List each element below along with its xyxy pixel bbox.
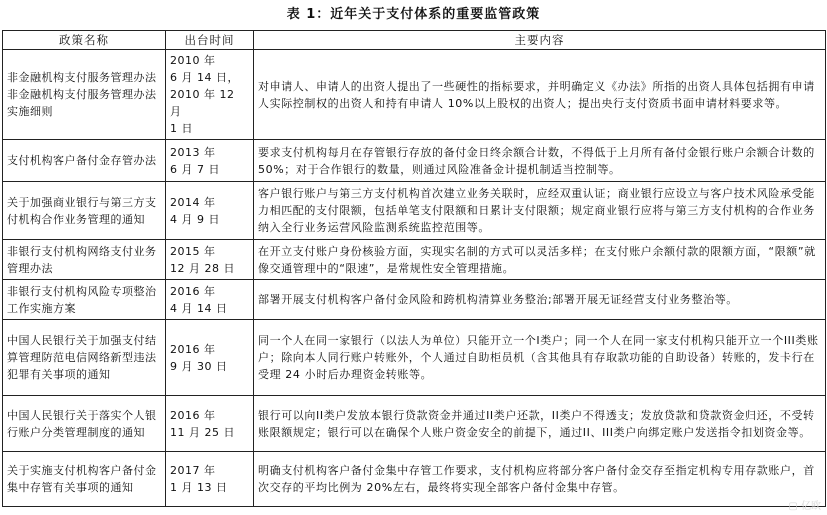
- main-content-cell: 部署开展支付机构客户备付金风险和跨机构清算业务整治;部署开展无证经营支付业务整治等。: [254, 280, 826, 320]
- table-caption: 表 1：近年关于支付体系的重要监管政策: [286, 7, 541, 22]
- table-row: [3, 50, 826, 140]
- policy-name: 中国人民银行关于落实个人银行账户分类管理制度的通知: [7, 408, 157, 439]
- watermark-logo: ▢ 亿欧: [788, 501, 821, 512]
- policy-name: 支付机构客户备付金存管办法: [7, 154, 157, 167]
- main-content-cell: 在开立支付账户身份核验方面，实现实名制的方式可以灵活多样；在支付账户余额付款的限额方面，“限额”就像交通管理中的“限速”，是常规性安全管理措施。: [254, 240, 826, 280]
- issue-date-cell: 2013 年 6 月 7 日: [166, 140, 254, 182]
- main-content-cell: 银行可以向II类户发放本银行贷款资金并通过II类户还款，II类户不得透支；发放贷款和贷款资金归还，不受转账限额规定；银行可以在确保个人账户资金安全的前提下，通过II、III类户向绑定账户发送指令扣划资金等。: [254, 396, 826, 452]
- policy-name-cell: [3, 240, 166, 280]
- policy-name-cell: [3, 452, 166, 507]
- table-row: [3, 396, 826, 452]
- issue-date-cell: 2016 年 11 月 25 日: [166, 396, 254, 452]
- policy-name: 中国人民银行关于加强支付结算管理防范电信网络新型违法犯罪有关事项的通知: [7, 334, 157, 381]
- header-policy-name: 政策名称: [3, 31, 166, 50]
- policy-name: 关于加强商业银行与第三方支付机构合作业务管理的通知: [7, 195, 157, 226]
- policy-name: 非金融机构支付服务管理办法: [7, 71, 157, 84]
- table-row: [3, 182, 826, 240]
- header-main-content: 主要内容: [254, 31, 826, 50]
- policy-table: [2, 30, 826, 507]
- policy-name: 非金融机构支付服务管理办法实施细则: [7, 88, 157, 118]
- table-row: [3, 140, 826, 182]
- issue-date-cell: 2016 年 4 月 14 日: [166, 280, 254, 320]
- table-header-row: [3, 31, 826, 50]
- issue-date-cell: 2014 年 4 月 9 日: [166, 182, 254, 240]
- policy-name-cell: [3, 182, 166, 240]
- issue-date-cell: 2015 年 12 月 28 日: [166, 240, 254, 280]
- table-row: [3, 320, 826, 396]
- main-content-cell: 对申请人、申请人的出资人提出了一些硬性的指标要求，并明确定义《办法》所指的出资人具体包括拥有申请人实际控制权的出资人和持有申请人 10%以上股权的出资人；提出央行支付资质书面申请材料要求等。: [254, 50, 826, 140]
- main-content-cell: 要求支付机构每月在存管银行存放的备付金日终余额合计数，不得低于上月所有备付金银行账户余额合计数的 50%；对于合作银行的数量，则通过风险准备金计提机制适当控制等。: [254, 140, 826, 182]
- table-row: [3, 240, 826, 280]
- main-content-cell: 明确支付机构客户备付金集中存管工作要求，支付机构应将部分客户备付金交存至指定机构专用存款账户，首次交存的平均比例为 20%左右，最终将实现全部客户备付金集中存管。: [254, 452, 826, 507]
- issue-date-cell: 2016 年 9 月 30 日: [166, 320, 254, 396]
- table-row: [3, 452, 826, 507]
- main-content-cell: 同一个人在同一家银行（以法人为单位）只能开立一个I类户；同一个人在同一家支付机构只能开立一个III类账户；除向本人同行账户转账外，个人通过自助柜员机（含其他具有存取款功能的自助设备）转账的，发卡行在受理 24 小时后办理资金转账等。: [254, 320, 826, 396]
- policy-name-cell: [3, 50, 166, 140]
- policy-name: 非银行支付机构网络支付业务管理办法: [7, 244, 157, 275]
- main-content-cell: 客户银行账户与第三方支付机构首次建立业务关联时，应经双重认证；商业银行应设立与客户技术风险承受能力相匹配的支付限额，包括单笔支付限额和日累计支付限额；规定商业银行应将与第三方支付机构的合作业务纳入全行业务运营风险监测系统监控范围等。: [254, 182, 826, 240]
- issue-date-cell: 2010 年 6 月 14 日， 2010 年 12 月 1 日: [166, 50, 254, 140]
- policy-name: 关于实施支付机构客户备付金集中存管有关事项的通知: [7, 464, 157, 494]
- issue-date-cell: 2017 年 1 月 13 日: [166, 452, 254, 507]
- table-row: [3, 280, 826, 320]
- header-issue-date: 出台时间: [166, 31, 254, 50]
- policy-name-cell: [3, 140, 166, 182]
- policy-name-cell: [3, 396, 166, 452]
- policy-name-cell: [3, 320, 166, 396]
- policy-name: 非银行支付机构风险专项整治工作实施方案: [7, 284, 157, 315]
- policy-name-cell: [3, 280, 166, 320]
